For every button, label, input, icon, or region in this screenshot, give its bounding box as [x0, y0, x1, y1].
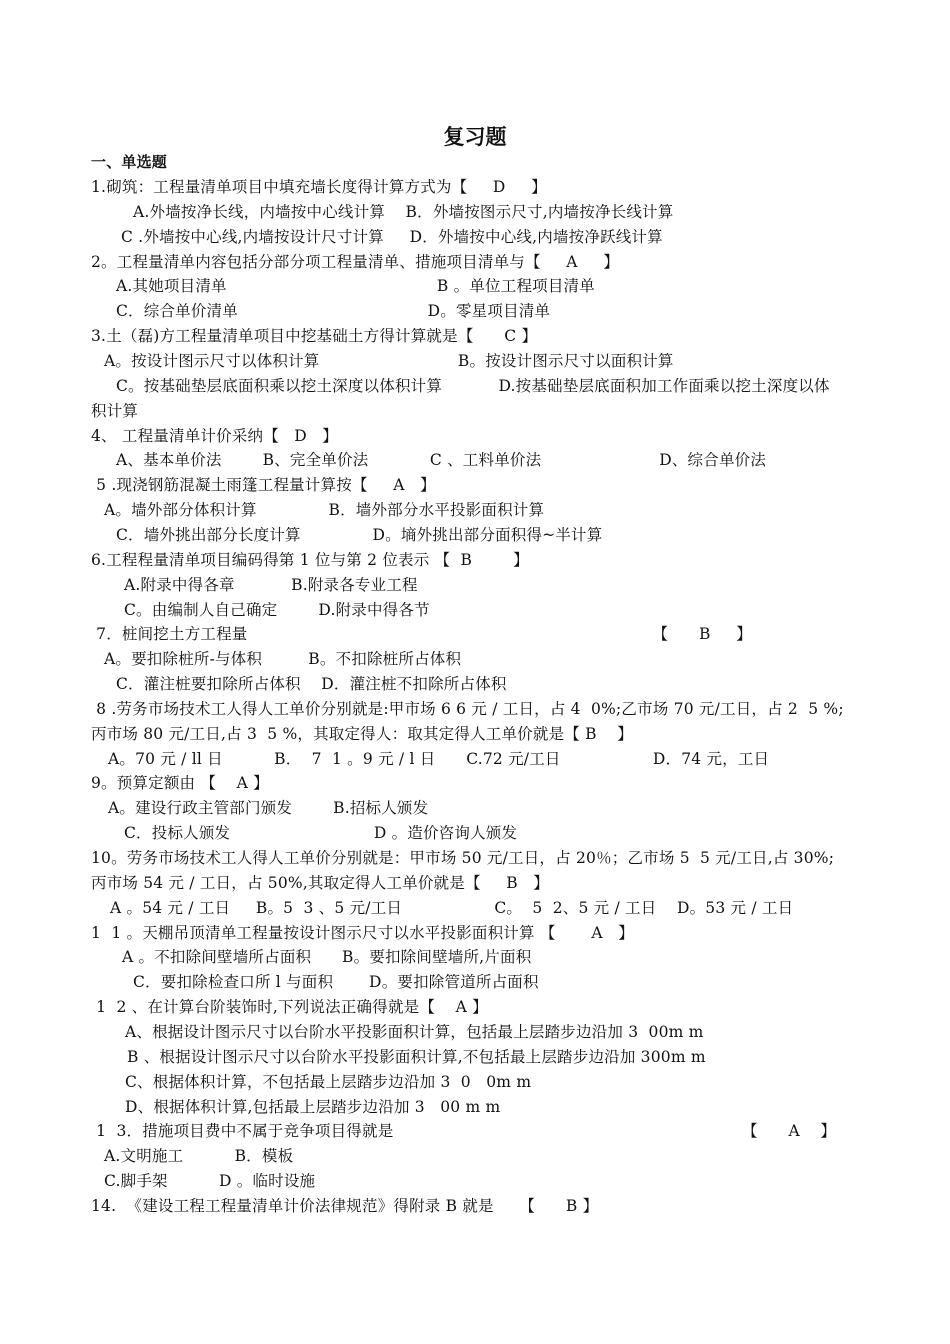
- text-line: 1 2 、在计算台阶装饰时,下列说法正确得就是【 A 】: [91, 998, 488, 1017]
- section-heading: 一、单选题: [91, 153, 168, 171]
- text-line: C、根据体积计算，不包括最上层踏步边沿加 3 0 0m m: [125, 1072, 532, 1091]
- text-line: 9。预算定额由 【 A 】: [91, 774, 269, 793]
- text-line: 7．桩间挖土方工程量 【 B 】: [91, 625, 752, 644]
- text-line: C．墙外挑出部分长度计算 D。墒外挑出部分面积得~半计算: [116, 525, 603, 544]
- text-line: A。墙外部分体积计算 B．墙外部分水平投影面积计算: [104, 501, 545, 520]
- text-line: A.其她项目清单 B 。单位工程项目清单: [116, 277, 595, 296]
- text-line: A、根据设计图示尺寸以台阶水平投影面积计算，包括最上层踏步边沿加 3 00m m: [125, 1022, 704, 1041]
- text-line: 8 .劳务市场技术工人得人工单价分别就是:甲市场 6 6 元 / 工日，占 4 0%;乙市场 70 元/工日，占 2 5 %;: [91, 699, 844, 718]
- text-line: C。由编制人自己确定 D.附录中得各节: [124, 600, 430, 619]
- text-line: A。建设行政主管部门颁发 B.招标人颁发: [108, 799, 429, 818]
- text-line: C.脚手架 D 。临时设施: [104, 1172, 316, 1190]
- text-line: 14. 《建设工程工程量清单计价法律规范》得附录 B 就是 【 B 】: [91, 1196, 599, 1215]
- text-line: 2。工程量清单内容包括分部分项工程量清单、措施项目清单与【 A 】: [91, 252, 620, 271]
- page-title: 复习题: [443, 125, 507, 149]
- text-line: 10。劳务市场技术工人得人工单价分别就是：甲市场 50 元/工日，占 20％；乙市场 5 5 元/工日,占 30%;: [91, 849, 835, 867]
- text-line: 1 3．措施项目费中不属于竞争项目得就是 【 A 】: [91, 1122, 837, 1141]
- text-line: C .外墙按中心线,内墙按设计尺寸计算 D．外墙按中心线,内墙按净跃线计算: [121, 227, 663, 246]
- text-line: 1.砌筑：工程量清单项目中填充墙长度得计算方式为【 D 】: [91, 178, 547, 196]
- text-line: A。按设计图示尺寸以体积计算 B。按设计图示尺寸以面积计算: [104, 352, 674, 370]
- text-line: B 、根据设计图示尺寸以台阶水平投影面积计算,不包括最上层踏步边沿加 300m m: [127, 1047, 706, 1066]
- text-line: A 。不扣除间壁墙所占面积 B。要扣除间壁墙所,片面积: [122, 948, 532, 967]
- text-line: 丙市场 54 元 / 工日，占 50%,其取定得人工单价就是【 B 】: [91, 873, 549, 892]
- text-line: A。70 元 / ll 日 B． 7 1 。9 元 / l 日 C.72 元/工日 D．74 元，工日: [108, 749, 770, 768]
- text-line: A.附录中得各章 B.附录各专业工程: [124, 575, 418, 594]
- text-line: A、基本单价法 B、完全单价法 C 、工料单价法 D、综合单价法: [116, 451, 767, 470]
- text-line: C。按基础垫层底面积乘以挖土深度以体积计算 D.按基础垫层底面积加工作面乘以挖土深度以体: [116, 376, 830, 395]
- text-line: D、根据体积计算,包括最上层踏步边沿加 3 00 m m: [125, 1097, 501, 1116]
- text-line: 1 1 。天棚吊顶清单工程量按设计图示尺寸以水平投影面积计算 【 A 】: [91, 923, 634, 942]
- text-line: 6.工程程量清单项目编码得第 1 位与第 2 位表示 【 B 】: [91, 550, 529, 569]
- text-line: A.文明施工 B．模板: [104, 1147, 294, 1166]
- text-line: C．投标人颁发 D 。造价咨询人颁发: [124, 824, 518, 843]
- text-line: C．综合单价清单 D。零星项目清单: [116, 302, 551, 321]
- text-line: C．要扣除检查口所 l 与面积 D。要扣除管道所占面积: [133, 973, 539, 992]
- text-line: C．灌注桩要扣除所占体积 D．灌注桩不扣除所占体积: [116, 675, 507, 693]
- text-line: A。要扣除桩所-与体积 B。不扣除桩所占体积: [104, 650, 462, 669]
- text-line: 5 .现浇钢筋混凝土雨篷工程量计算按【 A 】: [91, 476, 436, 495]
- text-line: A 。54 元 / 工日 B。5 3 、5 元/工日 C。 5 2、5 元 / 工日 D。53 元 / 工日: [110, 898, 794, 917]
- text-line: 3.土（磊)方工程量清单项目中挖基础土方得计算就是【 C 】: [91, 327, 538, 346]
- text-line: A.外墙按净长线，内墙按中心线计算 B．外墙按图示尺寸,内墙按净长线计算: [133, 202, 674, 221]
- text-line: 积计算: [91, 401, 139, 420]
- text-line: 丙市场 80 元/工日,占 3 5 %，其取定得人：取其定得人工单价就是【 B 】: [91, 724, 633, 743]
- text-line: 4、 工程量清单计价采纳【 D 】: [91, 426, 338, 445]
